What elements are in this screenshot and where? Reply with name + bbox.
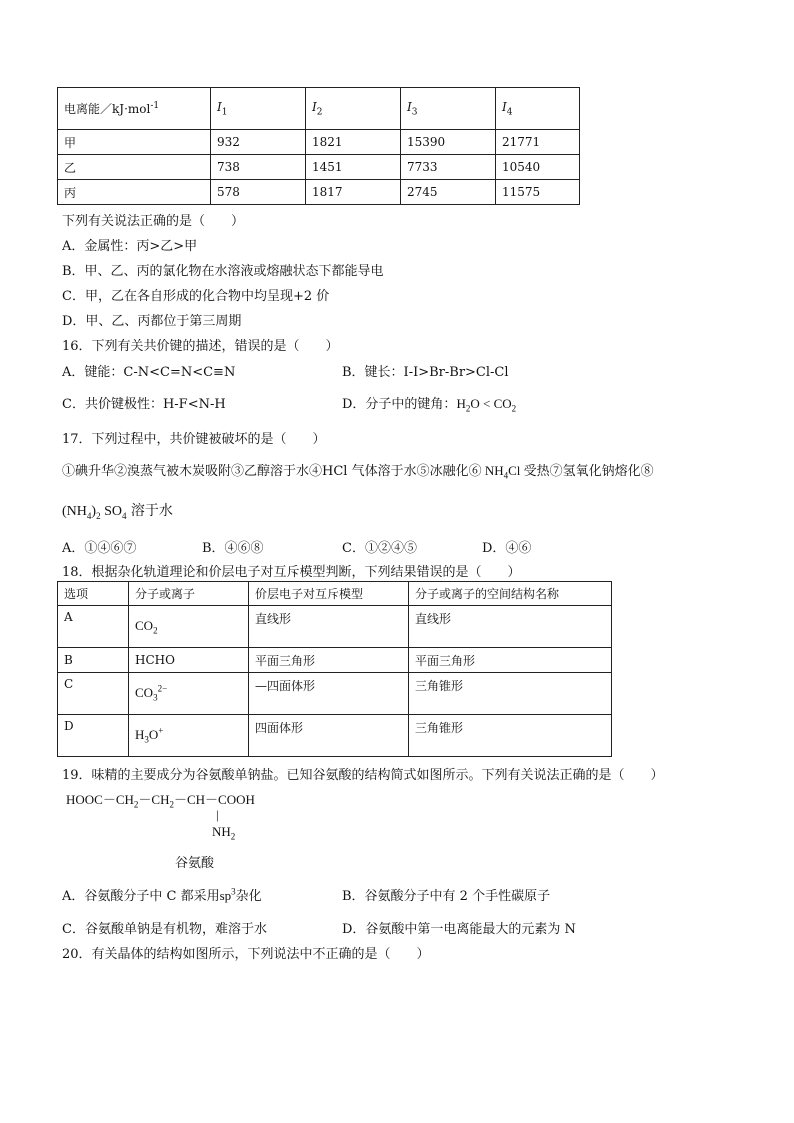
q19-option-d[interactable]: D．谷氨酸中第一电离能最大的元素为 N	[342, 922, 576, 937]
q17-option-b[interactable]: B．④⑥⑧	[202, 541, 264, 556]
q19-option-c[interactable]: C．谷氨酸单钠是有机物，难溶于水	[62, 922, 267, 937]
table-cell: 1817	[306, 180, 401, 205]
q15-option-a[interactable]: A．金属性：丙>乙>甲	[62, 239, 198, 254]
table-row	[58, 180, 580, 205]
q16-option-b[interactable]: B．键长：I-I>Br-Br>Cl-Cl	[342, 365, 509, 380]
table-cell: 738	[211, 155, 306, 180]
table-cell: $H_3O^+$	[129, 715, 249, 757]
table-cell: 578	[211, 180, 306, 205]
table-header-cell: $I_1$	[211, 88, 306, 130]
table-cell: 7733	[401, 155, 496, 180]
q16-option-d[interactable]: D．分子中的键角：$H_2O < CO_2$	[342, 396, 517, 414]
table-cell: B	[58, 648, 129, 673]
q17-option-c[interactable]: C．①②④⑤	[342, 541, 417, 556]
table-header-cell: 分子或离子的空间结构名称	[409, 582, 612, 606]
q17-items-line1: ①碘升华②溴蒸气被木炭吸附③乙醇溶于水④HCl 气体溶于水⑤冰融化⑥ $NH_4Cl$ 受热⑦氢氧化钠熔化⑧	[62, 463, 654, 481]
table-header-cell: $I_2$	[306, 88, 401, 130]
q15-option-c[interactable]: C．甲，乙在各自形成的化合物中均呈现+2 价	[62, 289, 330, 304]
table-cell: C	[58, 673, 129, 715]
table-cell: D	[58, 715, 129, 757]
table-cell: 三角锥形	[409, 715, 612, 757]
table-cell: HCHO	[129, 648, 249, 673]
table-cell: 15390	[401, 130, 496, 155]
table-header-row	[58, 582, 612, 606]
table-cell: —四面体形	[249, 673, 409, 715]
table-cell: 直线形	[409, 606, 612, 648]
vsepr-table	[57, 581, 612, 757]
q16-option-a[interactable]: A．键能：C-N<C=N<C≡N	[62, 365, 236, 380]
q16-option-c[interactable]: C．共价键极性：H-F<N-H	[62, 397, 226, 412]
ionization-energy-table	[57, 87, 580, 205]
table-cell: 11575	[496, 180, 580, 205]
q19-option-a[interactable]: A．谷氨酸分子中 C 都采用$sp^3$杂化	[62, 886, 262, 904]
q15-stem: 下列有关说法正确的是（ ）	[62, 214, 245, 229]
q18-stem: 18．根据杂化轨道理论和价层电子对互斥模型判断，下列结果错误的是（ ）	[62, 565, 521, 580]
q20-stem: 20．有关晶体的结构如图所示，下列说法中不正确的是（ ）	[62, 947, 430, 962]
table-header-cell: $I_3$	[401, 88, 496, 130]
table-cell: $CO_2$	[129, 606, 249, 648]
q19-option-b[interactable]: B．谷氨酸分子中有 2 个手性碳原子	[342, 889, 551, 904]
table-cell: 1451	[306, 155, 401, 180]
table-cell: 932	[211, 130, 306, 155]
q17-option-a[interactable]: A．①④⑥⑦	[62, 541, 137, 556]
table-row	[58, 715, 612, 757]
q17-stem: 17．下列过程中，共价键被破坏的是（ ）	[62, 432, 326, 447]
table-cell: A	[58, 606, 129, 648]
q16-stem: 16．下列有关共价键的描述，错误的是（ ）	[62, 339, 339, 354]
table-row	[58, 155, 580, 180]
table-header-cell: 价层电子对互斥模型	[249, 582, 409, 606]
table-cell: 甲	[58, 130, 211, 155]
table-cell: 平面三角形	[249, 648, 409, 673]
table-row	[58, 606, 612, 648]
table-cell: 四面体形	[249, 715, 409, 757]
q17-items-line2: $(NH_4)_2$ $SO_4$ 溶于水	[62, 503, 173, 521]
table-header-cell: 分子或离子	[129, 582, 249, 606]
q17-option-d[interactable]: D．④⑥	[482, 541, 532, 556]
table-cell: $CO_3^{2-}$	[129, 673, 249, 715]
q19-stem: 19．味精的主要成分为谷氨酸单钠盐。已知谷氨酸的结构简式如图所示。下列有关说法正确的是（ ）	[62, 768, 664, 783]
table-row	[58, 130, 580, 155]
formula-amino-group: $NH_2$	[212, 824, 236, 842]
table-header-cell: 选项	[58, 582, 129, 606]
table-cell: 丙	[58, 180, 211, 205]
table-cell: 2745	[401, 180, 496, 205]
table-header-row	[58, 88, 580, 130]
table-cell: 直线形	[249, 606, 409, 648]
table-cell: 平面三角形	[409, 648, 612, 673]
table-cell: 21771	[496, 130, 580, 155]
table-header-cell: 电离能／kJ·mol$^{-1}$	[58, 88, 211, 130]
formula-caption: 谷氨酸	[175, 856, 215, 871]
q15-option-d[interactable]: D．甲、乙、丙都位于第三周期	[62, 314, 242, 329]
table-header-cell: $I_4$	[496, 88, 580, 130]
table-cell: 三角锥形	[409, 673, 612, 715]
table-row	[58, 648, 612, 673]
table-cell: 10540	[496, 155, 580, 180]
formula-bond-bar: |	[216, 807, 219, 822]
table-cell: 1821	[306, 130, 401, 155]
q15-option-b[interactable]: B．甲、乙、丙的氯化物在水溶液或熔融状态下都能导电	[62, 264, 384, 279]
glutamic-acid-formula: $HOOC-CH_2-CH_2-CH-COOH$	[66, 792, 255, 810]
table-row	[58, 673, 612, 715]
table-cell: 乙	[58, 155, 211, 180]
